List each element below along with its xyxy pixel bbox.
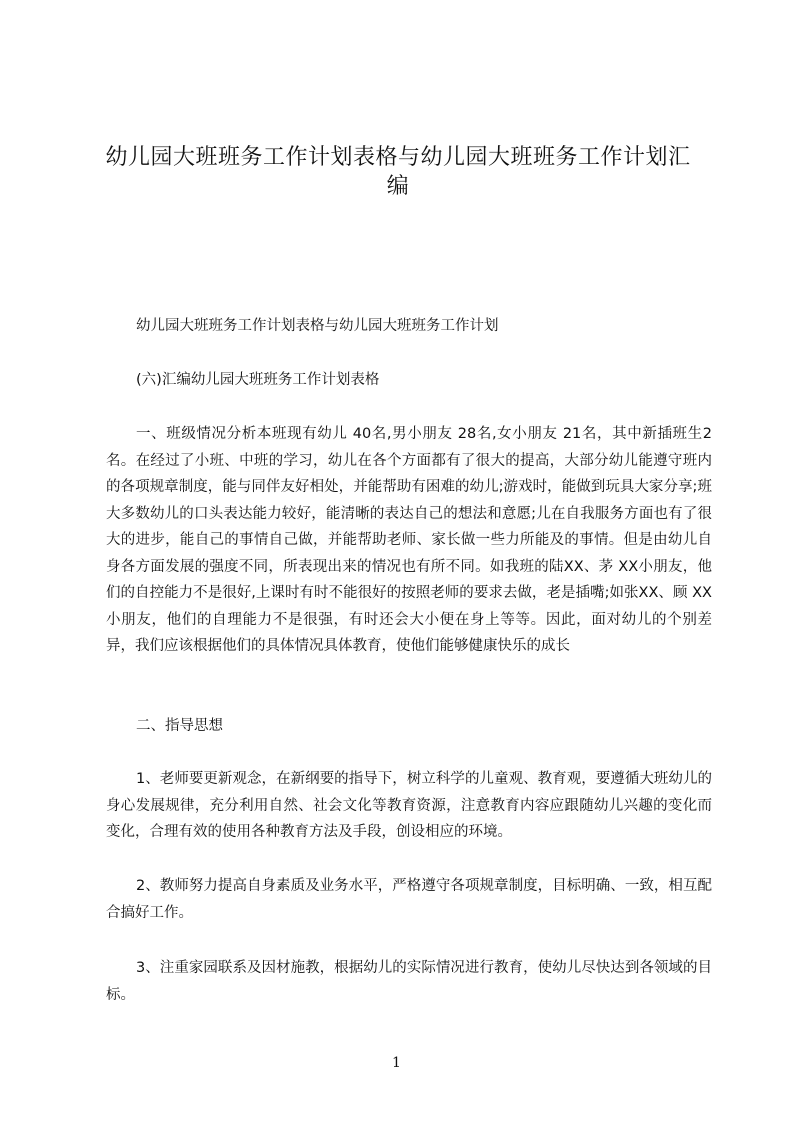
guiding-ideology-heading: 二、指导思想 xyxy=(136,718,223,734)
guiding-item-1: 1、老师要更新观念，在新纲要的指导下，树立科学的儿童观、教育观，要遵循大班幼儿的身心发展规律，充分利用自然、社会文化等教育资源，注意教育内容应跟随幼儿兴趣的变化而变化，合理有效的使用各种教育方法及手段，创设相应的环境。 xyxy=(106,771,712,840)
guiding-item-3: 3、注重家园联系及因材施教，根据幼儿的实际情况进行教育，使幼儿尽快达到各领域的目标。 xyxy=(106,960,712,1003)
section-heading-six: (六)汇编幼儿园大班班务工作计划表格 xyxy=(136,372,380,388)
class-situation-analysis-paragraph: 一、班级情况分析本班现有幼儿 40名,男小朋友 28名,女小朋友 21名，其中新插班生2名。在经过了小班、中班的学习，幼儿在各个方面都有了很大的提高，大部分幼儿能遵守班内的各项规章制度，能与同伴友好相处，并能帮助有困难的幼儿;游戏时，能做到玩具大家分享;班大多数幼儿的口头表达能力较好，能清晰的表达自己的想法和意愿;儿在自我服务方面也有了很大的进步，能自己的事情自己做，并能帮助老师、家长做一些力所能及的事情。但是由幼儿自身各方面发展的强度不同，所表现出来的情况也有所不同。如我班的陆XX、茅 XX小朋友，他们的自控能力不是很好,上课时有时不能很好的按照老师的要求去做，老是插嘴;如张XX、顾 XX小朋友，他们的自理能力不是很强，有时还会大小便在身上等等。因此，面对幼儿的个别差异，我们应该根据他们的具体情况具体教育，使他们能够健康快乐的成长 xyxy=(106,426,712,654)
guiding-item-2: 2、教师努力提高自身素质及业务水平，严格遵守各项规章制度，目标明确、一致，相互配合搞好工作。 xyxy=(106,878,712,921)
page-number: 1 xyxy=(392,1055,401,1071)
document-title: 幼儿园大班班务工作计划表格与幼儿园大班班务工作计划汇编 xyxy=(105,145,691,199)
intro-paragraph: 幼儿园大班班务工作计划表格与幼儿园大班班务工作计划 xyxy=(136,318,499,334)
